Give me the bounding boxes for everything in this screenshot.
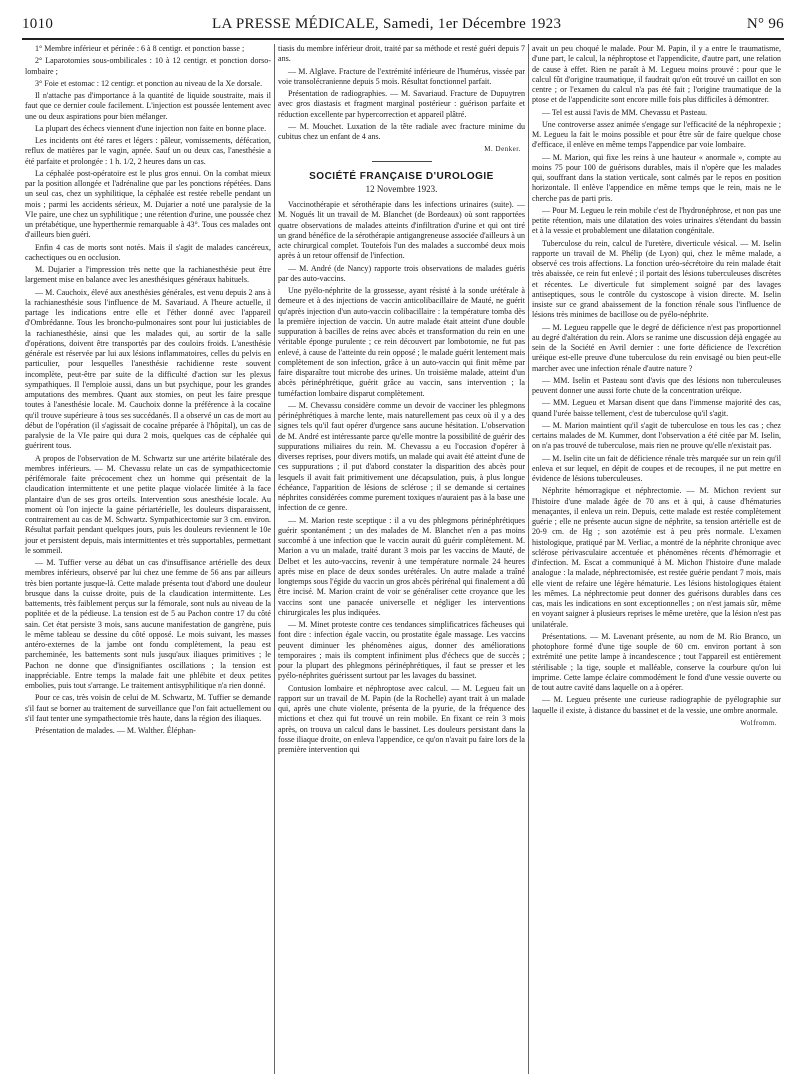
signature-wolfromm: Wolfromm.: [740, 718, 777, 727]
paragraph: Une pyélo-néphrite de la grossesse, ayant résisté à la sonde urétérale à demeure et à des injections de vaccin anticolibacillaire de Mauté, ne guérit qu'après injection d'un auto-vaccin colibacillaire : la température tomba dès la première injection de vaccin. Un autre malade était atteint d'une double suppuration à bacilles de reins avec abcès et transformation du rein en une véritable éponge purulente ; ce rein découvert par lombotomie, ne fut pas enlevé, à cause de l'atteinte du rein opposé ; le malade guérit lentement mais complètement de son infection, grâce à un auto-vaccin qui finit même par faire disparaître tout microbe des urines. Un troisième malade, atteint d'un abcès périnéphrétique, guérit grâce au vaccin, sans intervention ; la tuméfaction lombaire disparut complètement.: [278, 286, 525, 398]
paragraph: — MM. Legueu et Marsan disent que dans l'immense majorité des cas, quand l'urée baisse tellement, c'est de tuberculose qu'il s'agit.: [532, 398, 781, 418]
paragraph: — M. Chevassu considère comme un devoir de vacciner les phlegmons périnéphrétiques à marche lente, mais naturellement pas ceux où il y a des signes tels qu'il faut opérer d'urgence sans aucune hésitation. L'observation de M. André est intéressante parce qu'elle montre la possibilité de guérir des suppurations miliaires du rein. M. Chevassu a eu l'occasion d'opérer à diverses reprises, pour divers motifs, un malade qui avait été atteint d'une de ces suppurations ; il put d'abord constater la disparition des abcès pour lesquels il avait fait primitivement une décapsulation, puis, à plus longue échéance, l'apparition de lésions de sclérose ; il se demande si certaines néphrites considérées comme purement toxiques n'auraient pas à la base une infection de ce genre.: [278, 400, 525, 513]
page-header: [22, 14, 784, 40]
paragraph: Présentation de malades. — M. Walther. Éléphan-: [35, 726, 196, 735]
paragraph: M. Dujarier a l'impression très nette que la rachianesthésie peut être largement mise en balance avec les anesthésiques généraux habituels.: [25, 265, 271, 285]
section-date: 12 Novembre 1923.: [365, 183, 438, 194]
paragraph: tiasis du membre inférieur droit, traité par sa méthode et resté guéri depuis 7 ans.: [278, 44, 525, 64]
paragraph: Enfin 4 cas de morts sont notés. Mais il s'agit de malades cancéreux, cachectiques ou en occlusion.: [25, 242, 271, 262]
issue-number: N° 96: [746, 16, 784, 32]
paragraph: 2° Laparotomies sous-ombilicales : 10 à 12 centigr. et ponction dorso-lombaire ;: [25, 56, 271, 76]
paragraph: Tuberculose du rein, calcul de l'uretère, diverticule vésical. — M. Iselin rapporte un travail de M. Phélip (de Lyon) qui, chez le même malade, a observé ces trois affections. La fonction uréo-sécrétoire du rein malade était très abaissée, ce rein fut enlevé ; il portait des lésions tuberculeuses discrètes et récentes. Le diverticule fut simplement soigné par des lavages antiseptiques, sous le contrôle du cystoscope à vision directe. M. Iselin insiste sur ce grand abaissement de la fonction rénale sous l'influence de lésions très minimes de bacillose ou de pyélo-néphrite.: [532, 238, 781, 320]
paragraph: — M. Legueu rappelle que le degré de déficience n'est pas proportionnel au degré d'altération du rein. Alors se ranime une discussion déjà engagée au sein de la Société en Avril dernier : une forte déficience de l'excrétion uréique est-elle preuve d'une tuberculose du rein envisagé ou bien peut-elle marcher avec une infection rénale d'autre nature ?: [532, 322, 781, 373]
paragraph: Les incidents ont été rares et légers : pâleur, vomissements, défécation, reflux de matières par le vagin, apnée. Sauf un ou deux cas, l'anesthésie a été parfaite et prolongée : 1 h. 1/2, 2 heures dans un cas.: [25, 136, 271, 166]
paragraph: — M. Tuffier verse au débat un cas d'insuffisance artérielle des deux membres inférieurs, observé par lui chez une femme de 56 ans par ailleurs très bien portante jusque-là. Cette malade présenta tout d'abord une douleur brusque dans la cuisse droite, puis de la claudication intermittente. Les battements, très faiblement perçus sur la fémorale, sont nuls au niveau de la poplitée et de la pédieuse. La tension est de 5 au Pachon contre 17 du côté sain. Cet état persiste 3 mois, sans aucune manifestation de gangrène, puis le même tableau se dessine du côté opposé. Le mois suivant, les masses antéro-externes de la jambe ont fondu complètement, la peau est parcheminée, les battements sont nuls jusqu'aux iliaques primitives ; le Pachon ne donne que d'insignifiantes oscillations ; la tension est inappréciable. Entre temps la malade fait une phlébite et deux petites embolies, puis tout s'arrange. Le traitement antisyphilitique n'a rien donné.: [25, 558, 271, 690]
paragraph: La plupart des échecs viennent d'une injection non faite en bonne place.: [35, 123, 267, 133]
paragraph: — M. Minet proteste contre ces tendances simplificatrices fâcheuses qui font dire : infection égale vaccin, ou prostatite égale massage. Les vaccins peuvent diminuer les phénomènes aigus, donner des améliorations temporaires ; mais ils comptent infiniment plus d'échecs que de succès ; pour la plupart des phlegmons périnéphrétiques, il faut se presser et les pyélo-néphrites guérissent surtout par les lavages du bassinet.: [278, 620, 525, 681]
paragraph: 3° Foie et estomac : 12 centigr. et ponction au niveau de la Xe dorsale.: [35, 78, 263, 88]
section-title: SOCIÉTÉ FRANÇAISE D'UROLOGIE: [309, 170, 494, 182]
paragraph: — M. Marion maintient qu'il s'agit de tuberculose en tous les cas ; chez certains malades de M. Kummer, dont l'observation a été citée par M. Iselin, on n'a pas trouvé de tuberculose, mais rien ne prouve qu'elle n'existait pas.: [532, 420, 781, 451]
paragraph: Présentations. — M. Lavenant présente, au nom de M. Rio Branco, un photophore formé d'une tige souple de 60 cm. environ portant à son extrémité une petite lampe à incandescence ; tout l'appareil est entièrement stérilisable ; la tige, souple et malléable, conserve la courbure qu'on lui imprime. Cette lampe éclaire commodément le fond d'une vessie ouverte ou de tout autre cavité dans laquelle on a à opérer.: [532, 631, 781, 692]
paragraph: La céphalée post-opératoire est le plus gros ennui. On la combat mieux par la position allongée et l'adrénaline que par les ponctions répétées. Dans un seul cas, chez un syphilitique, la céphalée est restée rebelle pendant un mois ; parmi les accidents sérieux, M. Dujarier a noté une paralysie de la VIe paire, une chez un syphilitique ; une rétention d'urine, une poussée chez un prétabétique, une hyperthermie remarquable à 43°. Tous ces malades ont d'ailleurs bien guéri.: [25, 168, 271, 240]
paragraph: Vaccinothérapie et sérothérapie dans les infections urinaires (suite). — M. Nogués lit un travail de M. Blanchet (de Bordeaux) où sont rapportées quatre observations de malades atteints d'infiltration d'urine et qui ont tiré un grand bénéfice de la sérothérapie antigangreneuse associée d'ailleurs à un acte chirurgical complet. Toutefois l'un des malades a succombé deux mois après à un retour offensif de l'infection.: [278, 200, 525, 261]
paragraph: — Pour M. Legueu le rein mobile c'est de l'hydronéphrose, et non pas une petite rétention, mais une dilatation des voies urinaires s'étendant du bassin et à la vessie et probablement une dilatation congénitale.: [532, 205, 781, 236]
paragraph: avait un peu choqué le malade. Pour M. Papin, il y a entre le traumatisme, d'une part, le calcul, la néphroptose et l'appendicite, d'autre part, une relation de cause à effet. Rien ne paraît à M. Legueu moins prouvé : pour que le calcul fût d'origine traumatique, il faudrait qu'on eût trouvé un caillot en son centre ; or l'examen du calcul n'a pas été fait ; l'origine traumatique de la ptose et de l'appendicite sont encore mille fois plus difficiles à démontrer.: [532, 44, 781, 105]
paragraph: 1° Membre inférieur et périnée : 6 à 8 centigr. et ponction basse ;: [35, 44, 245, 53]
page-number: 1010: [22, 16, 54, 32]
paragraph: — M. Cauchoix, élevé aux anesthésies générales, est venu depuis 2 ans à la rachianesthésie sous l'influence de M. Savariaud. A l'heure actuelle, il partage les indications entre elle et l'éther donné avec l'appareil d'Ombrédanne. Tous les broncho-pulmonaires sont pour lui justiciables de la rachianesthésie, ainsi que les malades qui, au sortir de la salle d'opérations, doivent être transportés par des couloirs froids. L'anesthésie générale est réservée par lui aux lésions inflammatoires, celles du pelvis en particulier, pour lesquelles l'anesthésie rachidienne reste souvent incomplète, peut-être par suite de la difficulté d'action sur les plexus sympathiques. Il l'emploie aussi, dans un but psychique, pour les grandes amputations des membres. Quant aux stomies, on peut les faire presque toutes à l'anesthésie locale. M. Cauchoix donne la préférence à la cocaïne qu'il trouve supérieure à tous ses succédanés. Il a observé un cas de mort au début de l'opération (il s'agissait de cocaïne préparée à l'hôpital), un cas de paralysie de la VIe paire qui dura 2 mois, quelques cas de céphalée qui guérirent tous.: [25, 287, 271, 451]
paragraph: Contusion lombaire et néphroptose avec calcul. — M. Legueu fait un rapport sur un travail de M. Papin (de la Rochelle) ayant trait à un malade qui, après une chute violente, présenta de la pyurie, de la fréquence des mictions et chez qui fut trouvé un rein mobile. En fixant ce rein 3 mois après, on trouva un calcul dans le bassinet. Les douleurs persistant dans la fosse iliaque droite, on enleva l'appendice, ce qu'on n'avait pu faire lors de la première intervention qui: [278, 683, 525, 754]
article-columns: [22, 44, 784, 1074]
paragraph: Pour ce cas, très voisin de celui de M. Schwartz, M. Tuffier se demande s'il faut se borner au traitement de surveillance que l'on fait actuellement ou s'il faut tenter une sympathectomie très haute, dans la région des iliaques.: [25, 693, 271, 723]
column-right: [528, 44, 784, 1074]
paragraph: A propos de l'observation de M. Schwartz sur une artérite bilatérale des membres inférieurs. — M. Chevassu relate un cas de sympathicectomie périfémorale faite précocement chez un homme qui présentait de la claudication intermittente et une petite plaque violacée limitée à la face plantaire d'un de ses gros orteils. Intervention sous anesthésie locale. Au moment où l'on injecte la gaine périartérielle, les douleurs disparaissent, contrairement au cas de M. Schwartz. Sympathicectomie sur 3 cm. environ. Résultat parfait pendant quelques jours, puis les douleurs reviennent le 10e jour et persistent depuis, mais intermittentes et très supportables, permettant le sommeil.: [25, 453, 271, 555]
signature-denker: M. Denker.: [484, 145, 521, 154]
paragraph: Néphrite hémorragique et néphrectomie. — M. Michon revient sur l'histoire d'une malade âgée de 70 ans et à qui, à cause d'hématuries menaçantes, il enleva un rein. Depuis, cette malade est restée complètement guérie ; elle ne présente aucun signe de néphrite, sa tension artérielle est de 20-9 cm. de Hg ; son azotémie est à peu près normale. L'examen histologique, pratiqué par M. Verliac, a montré de la néphrite chronique avec sclérose périvasculaire accentuée et phénomènes récents d'hémorragie et d'infection. M. Escat a communiqué à M. Michon l'histoire d'une malade analogue : la malade, néphrectomisée, est restée guérie pendant 7 mois, mais elle vient de refaire une légère hématurie. Les lésions histologiques étaient les mêmes. La néphrectomie peut donner des guérisons durables dans ces cas, mais les indications en sont exceptionnelles ; on n'est jamais sûr, même en voyant saigner à plusieurs reprises le même uretère, que la lésion n'est pas unilatérale.: [532, 486, 781, 629]
column-right-body: [532, 44, 781, 716]
paragraph: — M. Mouchet. Luxation de la tête radiale avec fracture minime du cubitus chez un enfant de 4 ans.: [278, 121, 525, 141]
paragraph: Présentation de radiographies. — M. Savariaud. Fracture de Dupuytren avec gros diastasis et fragment marginal postérieur : guérison parfaite et réduction excellente par hypercorrection et appareil plâtré.: [278, 89, 525, 119]
paragraph: Il n'attache pas d'importance à la quantité de liquide soustraite, mais il faut que ce dernier coule facilement. L'injection est poussée lentement avec une ou deux aspirations pour bien mélanger.: [25, 91, 271, 121]
section-rule: [372, 161, 432, 162]
column-middle: [274, 44, 528, 1074]
paragraph: — MM. Iselin et Pasteau sont d'avis que des lésions non tuberculeuses peuvent donner une aussi forte chute de la concentration uréique.: [532, 375, 781, 395]
column-middle-top: [278, 44, 525, 142]
paragraph: — M. Marion reste sceptique : il a vu des phlegmons périnéphrétiques guérir spontanément ; un des malades de M. Blanchet n'en a pas moins succombé à une infection que le vaccin aurait dû guérir complètement. M. Marion a vu un malade, traité durant 3 mois par les vaccins de Mauté, de Delbet et les auto-vaccins, revenir à une température normale 24 heures après mise en place de deux sondes urétérales. Un autre malade a traîné longtemps sous l'égide du vaccin un gros abcès périrénal qui finalement a dû être incisé. M. Marion craint de voir se généraliser cette croyance que les vaccins sont une panacée universelle et négliger les interventions chirurgicales les plus indiquées.: [278, 515, 525, 617]
column-left: [22, 44, 274, 1074]
paragraph: — M. Iselin cite un fait de déficience rénale très marquée sur un rein qu'il enleva et sur lequel, en dépit de coupes et de recoupes, il ne put mettre en évidence de lésions tuberculeuses.: [532, 453, 781, 483]
paragraph: — Tel est aussi l'avis de MM. Chevassu et Pasteau.: [542, 107, 708, 117]
column-middle-body: [278, 200, 525, 755]
paragraph: — M. Marion, qui fixe les reins à une hauteur « anormale », compte au moins 75 pour 100 de guérisons durables, mais il n'opère que les malades qui, souffrant dans la station verticale, sont calmés par le repos en position horizontale. Il enlève l'appendice en même temps que le rein, mais ne le cherche pas de parti pris.: [532, 152, 781, 203]
paragraph: Une controverse assez animée s'engage sur l'efficacité de la néphropexie ; M. Legueu la fait le moins possible et pour être sûr de faire quelque chose d'efficace, il enlève en même temps l'appendice par voie lombaire.: [532, 119, 781, 150]
paragraph: — M. Alglave. Fracture de l'extrémité inférieure de l'humérus, vissée par voie transolécranienne depuis 5 mois. Résultat fonctionnel parfait.: [278, 66, 525, 86]
journal-title: LA PRESSE MÉDICALE, Samedi, 1er Décembre 1923: [212, 16, 562, 32]
paragraph: — M. André (de Nancy) rapporte trois observations de malades guéris par des auto-vaccins.: [278, 263, 525, 283]
paragraph: — M. Legueu présente une curieuse radiographie de pyélographie sur laquelle il existe, à distance du bassinet et de la vessie, une ombre anormale.: [532, 695, 781, 715]
